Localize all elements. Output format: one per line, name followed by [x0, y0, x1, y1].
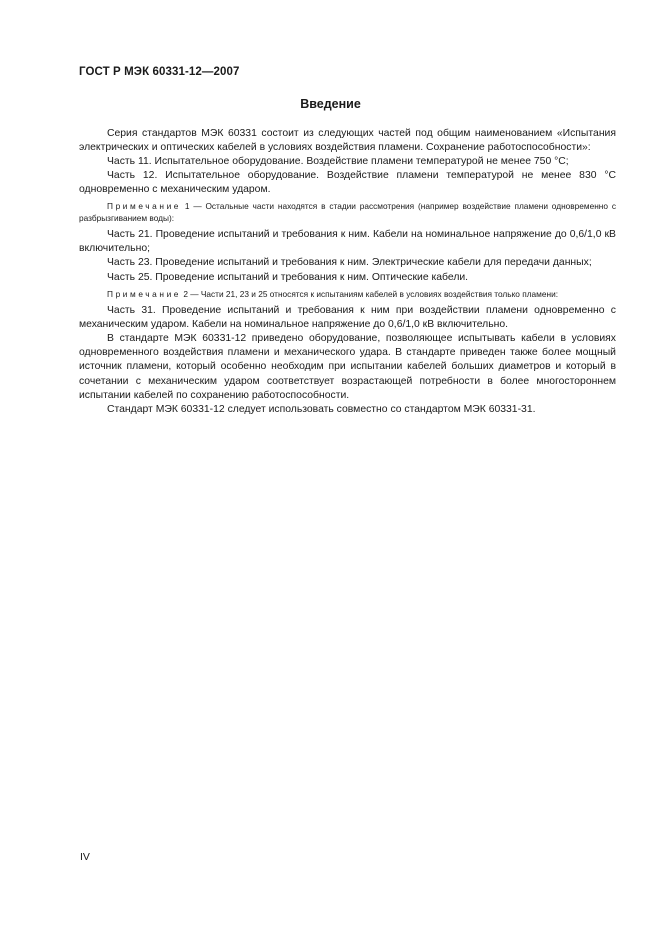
- part-23-item: Часть 23. Проведение испытаний и требования к ним. Электрические кабели для передачи данных;: [107, 257, 592, 269]
- note-2: [79, 289, 616, 300]
- document-header: ГОСТ Р МЭК 60331-12—2007: [79, 66, 240, 78]
- note-1: [79, 201, 616, 224]
- part-25-item: Часть 25. Проведение испытаний и требования к ним. Оптические кабели.: [107, 271, 469, 283]
- note-2-text: 2 — Части 21, 23 и 25 относятся к испытаниям кабелей в условиях воздействия только пламени:: [181, 288, 559, 299]
- intro-paragraph: Серия стандартов МЭК 60331 состоит из следующих частей под общим наименованием «Испытания электрических и оптических кабелей в условиях воздействия пламени. Сохранение работоспособности»:: [79, 128, 616, 154]
- part-11-item: Часть 11. Испытательное оборудование. Воздействие пламени температурой не менее 750 °С;: [107, 156, 569, 168]
- part-21-item: Часть 21. Проведение испытаний и требования к ним. Кабели на номинальное напряжение до 0,6/1,0 кВ включительно;: [79, 229, 616, 255]
- note-1-label: Примечание: [107, 201, 182, 212]
- usage-paragraph: Стандарт МЭК 60331-12 следует использовать совместно со стандартом МЭК 60331-31.: [107, 403, 536, 415]
- equipment-paragraph: В стандарте МЭК 60331-12 приведено оборудование, позволяющее испытывать кабели в условиях одновременного воздействия пламени и механического удара. В стандарте приведен также более мощный источник пламени, который особенно необходим при испытании кабелей больших диаметров и который в сочетании с механическим ударом соответствует возрастающей потребности в более многостороннем испытании кабелей по сохранению работоспособности.: [79, 333, 616, 401]
- section-title: Введение: [300, 97, 361, 111]
- part-31-item: Часть 31. Проведение испытаний и требования к ним при воздействии пламени одновременно с механическим ударом. Кабели на номинальное напряжение до 0,6/1,0 кВ включительно.: [79, 305, 616, 331]
- note-2-label: Примечание: [107, 288, 182, 299]
- document-body: [79, 127, 616, 417]
- note-1-text: 1 — Остальные части находятся в стадии рассмотрения (например воздействие пламени одновременно с разбрызгиванием воды):: [79, 201, 616, 223]
- page-number: IV: [80, 851, 90, 863]
- part-12-item: Часть 12. Испытательное оборудование. Воздействие пламени температурой не менее 830 °С одновременно с механическим ударом.: [79, 170, 616, 196]
